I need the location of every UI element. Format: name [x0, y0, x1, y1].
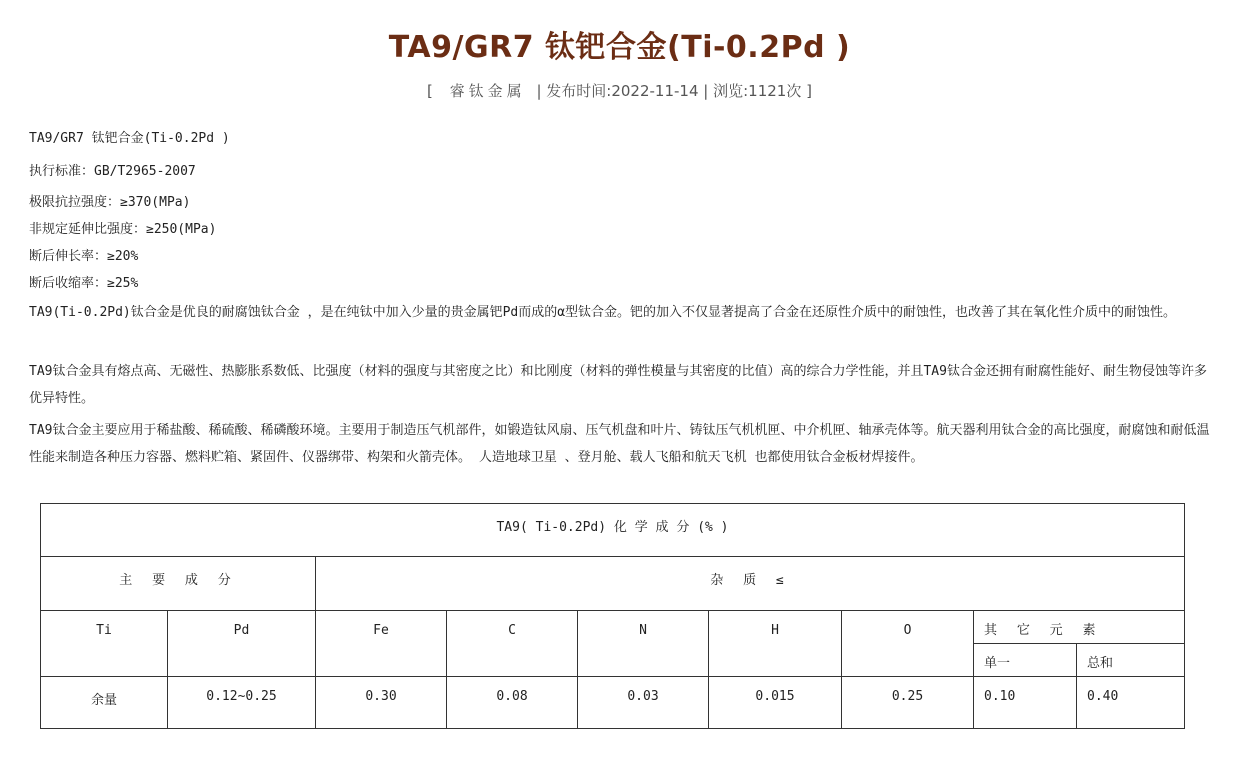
article-author: 睿钛金属 — [449, 82, 526, 100]
other-single-header: 单一 — [974, 644, 1077, 677]
col-header-ti: Ti — [41, 611, 168, 677]
article-title: TA9/GR7 钛钯合金(Ti-0.2Pd ) — [388, 30, 851, 65]
col-header-o: O — [842, 611, 974, 677]
table-caption: TA9( Ti-0.2Pd) 化 学 成 分 (% ) — [41, 504, 1185, 557]
meta-bracket-open: [ — [427, 82, 433, 100]
value-c: 0.08 — [447, 677, 578, 729]
col-header-pd: Pd — [168, 611, 316, 677]
spec-tensile: 极限抗拉强度：≥370(MPa) — [29, 195, 191, 210]
value-pd: 0.12~0.25 — [168, 677, 316, 729]
value-n: 0.03 — [578, 677, 709, 729]
other-total-header: 总和 — [1077, 644, 1185, 677]
value-other-total: 0.40 — [1077, 677, 1185, 729]
paragraph-properties: TA9钛合金具有熔点高、无磁性、热膨胀系数低、比强度（材料的强度与其密度之比）和比刚度（材料的弹性模量与其密度的比值）高的综合力学性能，并且TA9钛合金还拥有耐腐性能好、耐生物侵蚀等许多优异特性。 — [29, 364, 1207, 406]
spec-yield: 非规定延伸比强度：≥250(MPa) — [29, 222, 217, 237]
value-other-single: 0.10 — [974, 677, 1077, 729]
spec-standard: 执行标准：GB/T2965-2007 — [29, 164, 196, 179]
paragraph-applications: TA9钛合金主要应用于稀盐酸、稀硫酸、稀磷酸环境。主要用于制造压气机部件，如锻造钛风扇、压气机盘和叶片、铸钛压气机机匣、中介机匣、轴承壳体等。航天器利用钛合金的高比强度，耐腐蚀和耐低温性能来制造各种压力容器、燃料贮箱、紧固件、仪器绑带、构架和火箭壳体。 人造地球卫星 、登月舱、载人飞船和航天飞机 也都使用钛合金板材焊接件。 — [29, 423, 1210, 465]
col-header-fe: Fe — [316, 611, 447, 677]
spec-elongation: 断后伸长率：≥20% — [29, 249, 139, 264]
paragraph-intro: TA9(Ti-0.2Pd)钛合金是优良的耐腐蚀钛合金 ，是在纯钛中加入少量的贵金属钯Pd而成的α型钛合金。钯的加入不仅显著提高了合金在还原性介质中的耐蚀性，也改善了其在氧化性介质中的耐蚀性。 — [29, 305, 1177, 320]
article-meta — [0, 80, 1239, 101]
main-components-header: 主 要 成 分 — [41, 557, 316, 611]
meta-publish-views: | 发布时间:2022-11-14 | 浏览:1121次 ] — [536, 82, 812, 100]
spec-reduction: 断后收缩率：≥25% — [29, 276, 139, 291]
col-header-c: C — [447, 611, 578, 677]
value-h: 0.015 — [709, 677, 842, 729]
value-ti: 余量 — [41, 677, 168, 729]
spec-name: TA9/GR7 钛钯合金(Ti-0.2Pd ) — [29, 131, 230, 146]
chemical-composition-table — [40, 503, 1185, 729]
impurities-header: 杂 质 ≤ — [316, 557, 1185, 611]
value-fe: 0.30 — [316, 677, 447, 729]
other-elements-header: 其 它 元 素 — [974, 611, 1185, 644]
value-o: 0.25 — [842, 677, 974, 729]
col-header-h: H — [709, 611, 842, 677]
col-header-n: N — [578, 611, 709, 677]
